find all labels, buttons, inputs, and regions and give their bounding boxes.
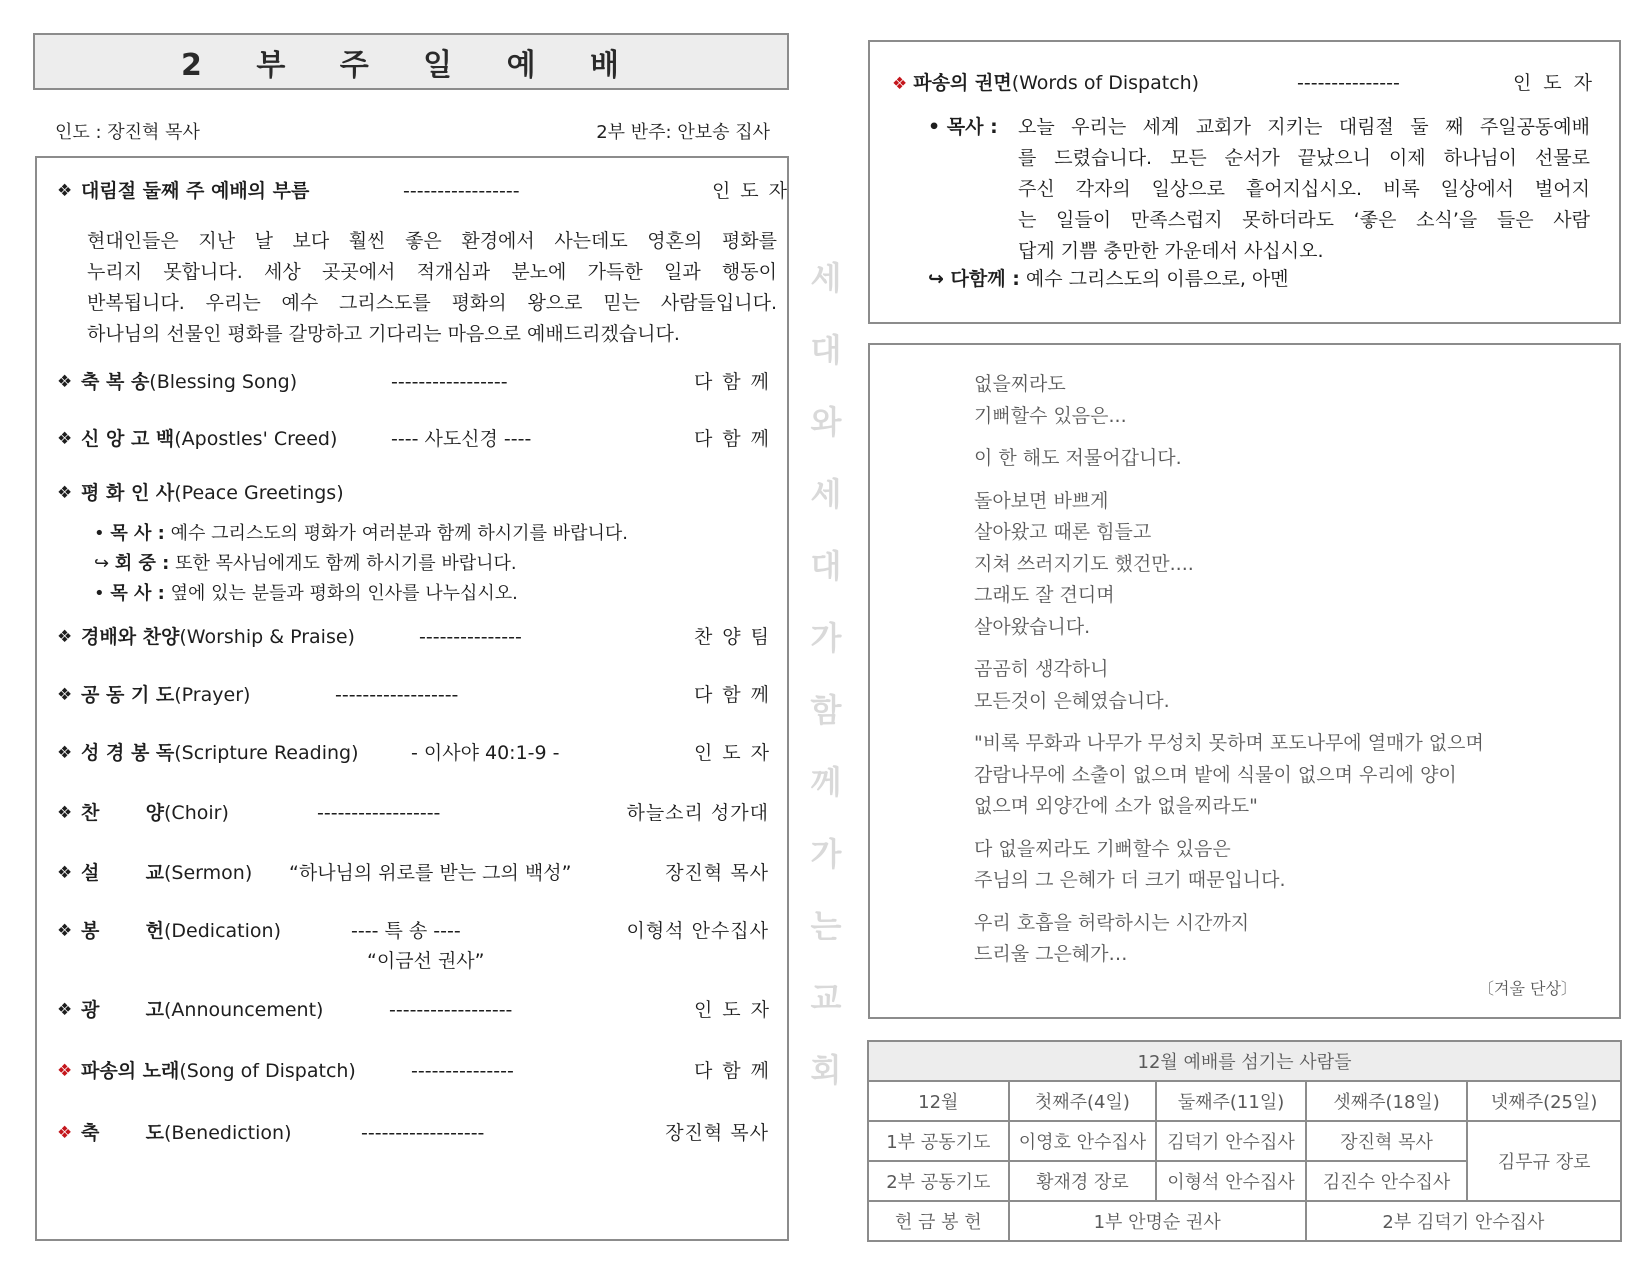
diamond-bullet-icon: ❖ — [57, 685, 73, 705]
greeting-line: • 목 사 : 예수 그리스도의 평화가 여러분과 함께 하시기를 바랍니다. — [94, 523, 628, 544]
poem-stanza: 다 없을찌라도 기뻐할수 있음은 주님의 그 은혜가 더 크기 때문입니다. — [974, 837, 1286, 891]
diamond-bullet-icon: ❖ — [57, 181, 73, 201]
diamond-bullet-icon: ❖ — [57, 921, 73, 941]
poem-stanza: 돌아보면 바쁘게 살아왔고 때론 힘들고 지쳐 쓰러지기도 했건만.... 그래도 잘 견디며 살아왔습니다. — [974, 489, 1194, 638]
dispatch-heading: ❖ 파송의 권면(Words of Dispatch) --------------- 인도자 — [892, 72, 1604, 94]
poem-stanza: 곰곰히 생각하니 모든것이 은혜였습니다. — [974, 658, 1170, 712]
greeting-line: • 목 사 : 옆에 있는 분들과 평화의 인사를 나누십시오. — [94, 583, 518, 604]
call-to-worship-text: 현대인들은 지난 날 보다 훨씬 좋은 환경에서 사는데도 영혼의 평화를 누리지 못합니다. 세상 곳곳에서 적개심과 분노에 가득한 일과 행동이 반복됩니다. 우리는 예수 그리스도를 평화의 왕으로 믿는 사람들입니다. 하나님의 선물인 평화를 갈망하고 기다리는 마음으로 예배드리겠습니다. — [87, 230, 777, 345]
order-peace-greetings: ❖ 평 화 인 사(Peace Greetings) — [57, 479, 769, 507]
order-creed: ❖ 신 앙 고 백(Apostles' Creed) ---- 사도신경 ---- 다함께 — [57, 425, 769, 453]
worship-order-box — [35, 156, 797, 1241]
poem — [974, 369, 1577, 998]
greeting-line: ↪ 회 중 : 또한 목사님에게도 함께 하시기를 바랍니다. — [94, 553, 517, 574]
table-row: 헌 금 봉 헌 1부 안명순 권사 2부 김덕기 안수집사 — [868, 1201, 1621, 1241]
diamond-bullet-icon: ❖ — [57, 1061, 73, 1081]
table-title: 12월 예배를 섬기는 사람들 — [868, 1041, 1621, 1081]
poem-signature: 〔겨울 단상〕 — [1478, 979, 1577, 998]
poem-stanza: 우리 호흡을 허락하시는 시간까지 드리울 그은혜가… — [974, 911, 1250, 965]
diamond-bullet-icon: ❖ — [57, 863, 73, 883]
diamond-bullet-icon: ❖ — [57, 743, 73, 763]
diamond-bullet-icon: ❖ — [57, 627, 73, 647]
diamond-bullet-icon: ❖ — [57, 483, 73, 503]
poem-stanza: 없을찌라도 기뻐할수 있음은... — [974, 373, 1127, 427]
table-row: 1부 공동기도 이영호 안수집사 김덕기 안수집사 장진혁 목사 김무규 장로 — [868, 1121, 1621, 1161]
page-title: 2 부 주 일 예 배 — [33, 33, 789, 90]
order-prayer: ❖ 공 동 기 도(Prayer) ------------------ 다함께 — [57, 681, 769, 709]
order-song-of-dispatch: ❖ 파송의 노래(Song of Dispatch) --------------- 다함께 — [57, 1057, 769, 1085]
diamond-bullet-icon: ❖ — [57, 1000, 73, 1020]
diamond-bullet-icon: ❖ — [57, 1123, 73, 1143]
poem-stanza: 이 한 해도 저물어갑니다. — [974, 447, 1182, 469]
order-blessing-song: ❖ 축 복 송(Blessing Song) ----------------- 다함께 — [57, 368, 769, 396]
dispatch-words-box — [868, 40, 1621, 324]
order-sermon: ❖ 설 교(Sermon) “하나님의 위로를 받는 그의 백성” 장진혁 목사 — [57, 859, 769, 887]
dispatch-pastor-text: • 목사 : 오늘 우리는 세계 교회가 지키는 대림절 둘 째 주일공동예배 를 드렸습니다. 모든 순서가 끝났으니 이제 하나님이 선물로 주신 각자의 일상으로 흩어지십시오. 비록 일상에서 벌어지 는 일들이 만족스럽지 못하더라도 ‘좋은 소식’을 들은 사람 답게 기쁨 충만한 가운데서 사십시오. — [928, 116, 1590, 262]
table-row: 12월 첫째주(4일) 둘째주(11일) 셋째주(18일) 넷째주(25일) — [868, 1081, 1621, 1121]
leader-info: 인도 : 장진혁 목사 — [55, 122, 200, 143]
diamond-bullet-icon: ❖ — [57, 429, 73, 449]
dispatch-response: ↪ 다함께 : 예수 그리스도의 이름으로, 아멘 — [928, 268, 1289, 290]
order-choir: ❖ 찬 양(Choir) ------------------ 하늘소리 성가대 — [57, 799, 769, 827]
vertical-slogan: 세 대 와 세 대 가 함 께 가 는 교 회 — [810, 259, 842, 1089]
order-scripture-reading: ❖ 성 경 봉 독(Scripture Reading) - 이사야 40:1-9 - 인도자 — [57, 739, 769, 767]
peace-greeting-lines — [94, 519, 628, 609]
diamond-bullet-icon: ❖ — [57, 803, 73, 823]
order-call-to-worship: ❖ 대림절 둘째 주 예배의 부름 ----------------- 인도자 — [57, 177, 769, 205]
diamond-bullet-icon: ❖ — [57, 372, 73, 392]
order-dedication: ❖ 봉 헌(Dedication) ---- 특 송 ---- 이형석 안수집사 — [57, 917, 769, 945]
order-benediction: ❖ 축 도(Benediction) ------------------ 장진혁 목사 — [57, 1119, 769, 1147]
diamond-bullet-icon: ❖ — [892, 74, 908, 94]
table-row: 2부 공동기도 황재경 장로 이형석 안수집사 김진수 안수집사 — [868, 1161, 1621, 1201]
order-announcement: ❖ 광 고(Announcement) ------------------ 인도자 — [57, 996, 769, 1024]
order-worship-praise: ❖ 경배와 찬양(Worship & Praise) --------------- 찬양팀 — [57, 623, 769, 651]
special-song-singer: “이금선 권사” — [367, 950, 485, 972]
poem-stanza: "비록 무화과 나무가 무성치 못하며 포도나무에 열매가 없으며 감람나무에 소출이 없으며 밭에 식물이 없으며 우리에 양이 없으며 외양간에 소가 없을찌라도" — [974, 732, 1484, 817]
accompanist-info: 2부 반주: 안보송 집사 — [596, 122, 770, 143]
poem-box — [868, 343, 1621, 1019]
servers-table — [867, 1040, 1622, 1242]
